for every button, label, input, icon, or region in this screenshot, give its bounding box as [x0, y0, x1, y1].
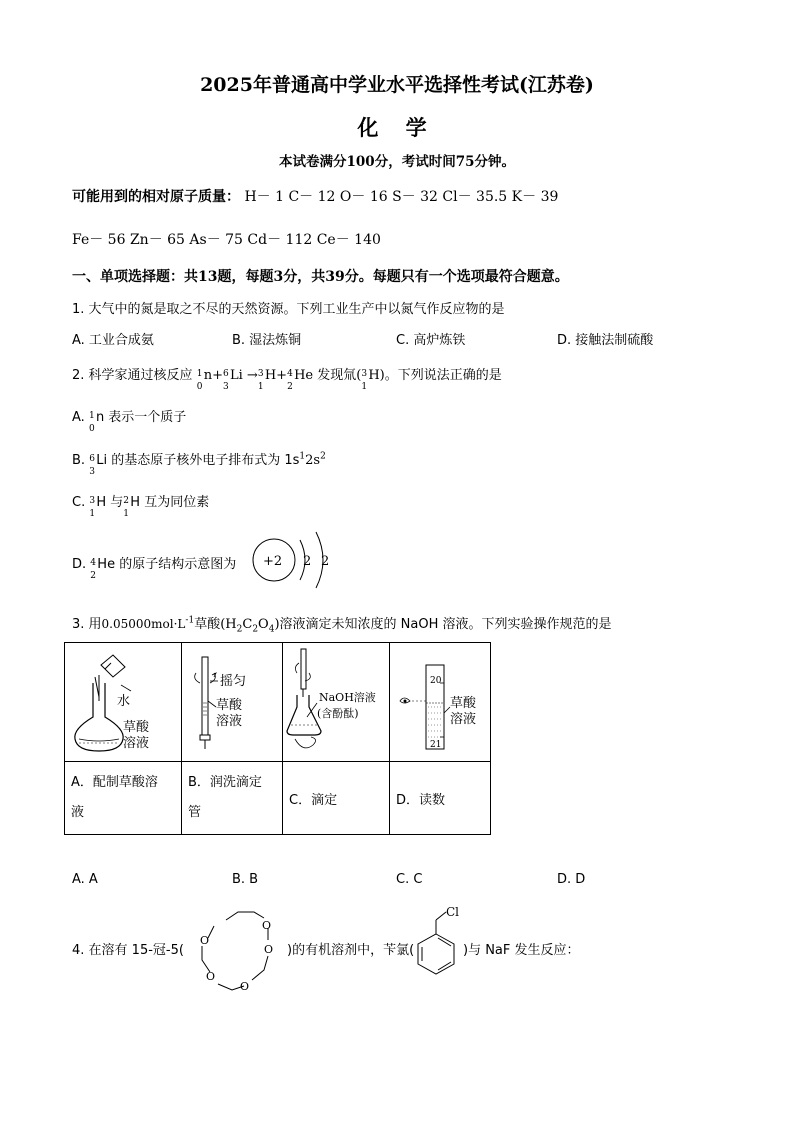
- q4-stem-mid: )的有机溶剂中，苄氯(: [287, 943, 415, 958]
- tick-21: 21: [430, 740, 442, 750]
- q2-option-b: B. 6 3 Li 的基态原子核外电子排布式为 $1s^12s^2$: [72, 451, 326, 477]
- q3-answer-d: D. D: [557, 872, 586, 887]
- caption-d: D．读数: [390, 762, 491, 835]
- q1-option-b: B. 湿法炼铜: [232, 333, 302, 348]
- crown-o-2: O: [264, 943, 274, 956]
- q2-stem-prefix: 2. 科学家通过核反应: [72, 368, 193, 383]
- caption-a: A．配制草酸溶 液: [65, 762, 182, 835]
- q4-stem-suffix: )与 NaF 发生反应：: [463, 943, 580, 958]
- q3-stem: 3. 用$0.05000mol\cdot L^{-1}$草酸$(H_2C_2O_4)$溶液滴定未知浓度的 NaOH 溶液。下列实验操作规范的是: [72, 615, 612, 635]
- exam-note: 本试卷满分100分，考试时间75分钟。: [279, 154, 515, 170]
- label-acid-a-2: 溶液: [123, 736, 150, 751]
- q2-stem-middle: 发现氚: [317, 368, 357, 383]
- atomic-mass-values-1: H－ 1 C－ 12 O－ 16 S－ 32 Cl－ 35.5 K－ 39: [244, 189, 559, 205]
- experiment-cell-b-image: [182, 643, 283, 762]
- label-acid-b-2: 溶液: [216, 714, 243, 729]
- q3-answer-c: C. C: [396, 872, 423, 887]
- subject-title: 化 学: [357, 115, 437, 140]
- label-acid-d-1: 草酸: [450, 696, 477, 711]
- label-naoh-1: NaOH溶液: [319, 691, 376, 704]
- crown-o-1: O: [262, 919, 272, 932]
- shell-1-count: 2: [303, 554, 312, 569]
- label-acid-b-1: 草酸: [216, 698, 243, 713]
- q4-stem-prefix: 4. 在溶有 15-冠-5(: [72, 943, 184, 958]
- q1-stem: 1. 大气中的氮是取之不尽的天然资源。下列工业生产中以氮气作反应物的是: [72, 302, 505, 317]
- crown-o-3: O: [240, 980, 250, 993]
- atomic-mass-label: 可能用到的相对原子质量：: [72, 189, 240, 205]
- q2-equation: 1 0 n+ 6 3 Li → 3 1 H+ 4 2 He: [196, 368, 318, 392]
- experiment-cell-a-image: [65, 643, 182, 762]
- q3-answer-b: B. B: [232, 872, 259, 887]
- nucleus-charge: +2: [263, 554, 283, 569]
- label-acid-d-2: 溶液: [450, 712, 477, 727]
- atomic-mass-values-2: Fe－ 56 Zn－ 65 As－ 75 Cd－ 112 Ce－ 140: [72, 232, 381, 248]
- q2-stem: 2. 科学家通过核反应 1 0 n+ 6 3 Li → 3 1 H+ 4 2 He 发现氚( 3 1 H)。下列说法正确的是: [72, 368, 502, 392]
- crown-o-4: O: [206, 970, 216, 983]
- caption-b: B．润洗滴定 管: [182, 762, 283, 835]
- experiment-cell-c-image: [283, 643, 390, 762]
- tick-20: 20: [430, 676, 442, 686]
- label-acid-a-1: 草酸: [123, 720, 150, 735]
- shell-2-count: 2: [321, 554, 330, 569]
- crown-ether-structure: [196, 898, 286, 1002]
- experiment-table: [64, 642, 491, 835]
- q1-option-d: D. 接触法制硫酸: [557, 333, 654, 348]
- burette-rinse-figure: [182, 643, 282, 757]
- crown-o-5: O: [200, 934, 210, 947]
- q2-option-a: A. 1 0 n 表示一个质子: [72, 410, 187, 434]
- q2-option-c: C. 3 1 H 与 2 1 H 互为同位素: [72, 495, 210, 519]
- label-naoh-2: (含酚酞): [317, 707, 359, 720]
- benzyl-chloride-structure: [410, 900, 470, 984]
- atom-structure-diagram: [248, 526, 338, 594]
- q1-option-a: A. 工业合成氨: [72, 333, 154, 348]
- titration-figure: [283, 643, 389, 757]
- caption-c: C．滴定: [283, 762, 390, 835]
- q3-answer-a: A. A: [72, 872, 98, 887]
- label-shake: 摇匀: [220, 674, 247, 689]
- benzyl-cl: Cl: [446, 905, 460, 919]
- section-heading: 一、单项选择题：共13题，每题3分，共39分。每题只有一个选项最符合题意。: [72, 269, 569, 285]
- q1-option-c: C. 高炉炼铁: [396, 333, 466, 348]
- exam-title: 2025年普通高中学业水平选择性考试(江苏卷): [200, 74, 594, 96]
- q2-option-d: D. 4 2 He 的原子结构示意图为: [72, 557, 237, 581]
- experiment-image-row: [65, 643, 491, 762]
- q2-stem-suffix: 。下列说法正确的是: [384, 368, 502, 383]
- label-water: 水: [117, 694, 131, 709]
- experiment-caption-row: [65, 762, 491, 835]
- atomic-mass-line-1: [72, 186, 558, 206]
- burette-reading-figure: [390, 643, 490, 757]
- volumetric-flask-figure: [65, 643, 181, 757]
- experiment-cell-d-image: [390, 643, 491, 762]
